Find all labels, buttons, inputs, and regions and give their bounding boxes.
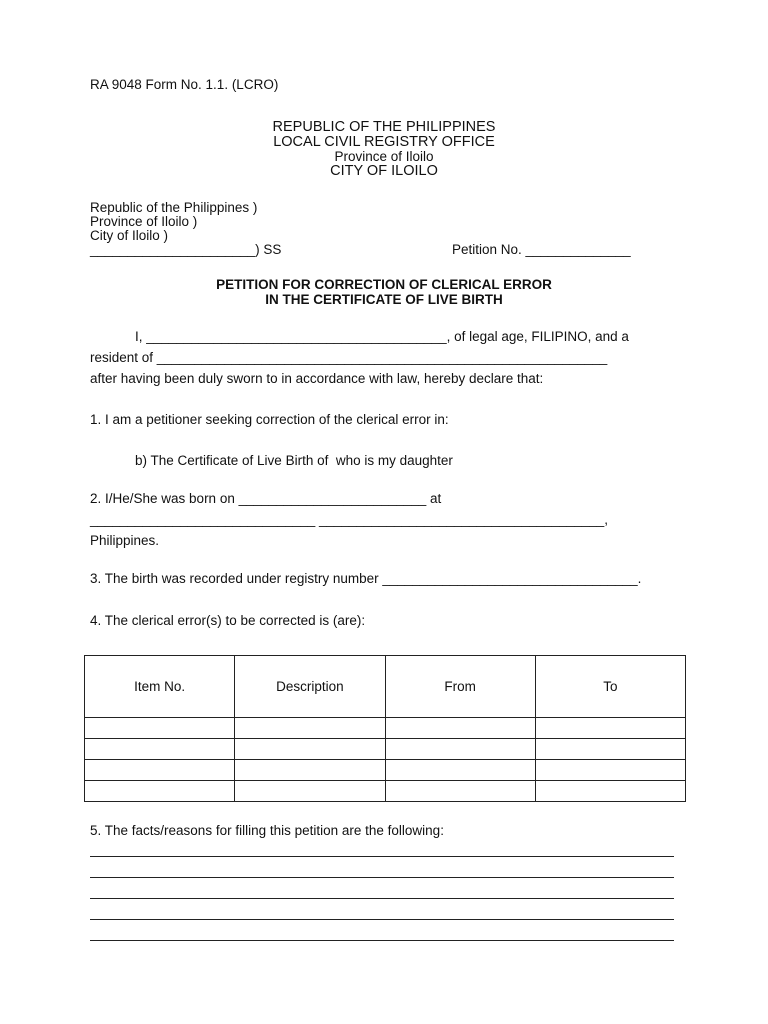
form-id: RA 9048 Form No. 1.1. (LCRO) [90,77,279,92]
item-2-line3: Philippines. [90,533,160,548]
title-line2: IN THE CERTIFICATE OF LIVE BIRTH [265,292,503,307]
header-to: To [535,656,685,718]
table-cell[interactable] [535,760,685,781]
table-cell[interactable] [235,718,385,739]
table-cell[interactable] [85,781,235,802]
intro-line1: I, ________________________________________, of legal age, FILIPINO, and a [135,329,629,344]
table-cell[interactable] [385,781,535,802]
table-cell[interactable] [235,760,385,781]
table-cell[interactable] [385,760,535,781]
venue-province: Province of Iloilo ) [90,214,198,229]
reason-line-2[interactable] [90,877,674,878]
header-lcro: LOCAL CIVIL REGISTRY OFFICE [273,134,495,150]
item-5: 5. The facts/reasons for filling this petition are the following: [90,823,444,838]
table-row [85,718,686,739]
table-cell[interactable] [385,739,535,760]
table-cell[interactable] [385,718,535,739]
reason-line-1[interactable] [90,856,674,857]
venue-republic: Republic of the Philippines ) [90,200,258,215]
table-cell[interactable] [535,718,685,739]
intro-line3: after having been duly sworn to in accordance with law, hereby declare that: [90,371,544,386]
header-city: CITY OF ILOILO [330,163,438,179]
clerical-errors-table [84,655,686,802]
table-cell[interactable] [235,781,385,802]
intro-line2: resident of ____________________________________________________________ [90,350,608,365]
reason-line-5[interactable] [90,940,674,941]
item-1: 1. I am a petitioner seeking correction of the clerical error in: [90,412,449,427]
reason-line-4[interactable] [90,919,674,920]
header-item-no: Item No. [85,656,235,718]
header-province: Province of Iloilo [334,149,434,164]
header-description: Description [235,656,385,718]
venue-ss: ______________________) SS [90,242,282,257]
table-row [85,760,686,781]
table-row [85,739,686,760]
table-cell[interactable] [85,760,235,781]
table-cell[interactable] [235,739,385,760]
title-line1: PETITION FOR CORRECTION OF CLERICAL ERROR [216,277,552,292]
item-2-line2: ______________________________ ______________________________________, [90,512,609,527]
header-republic: REPUBLIC OF THE PHILIPPINES [272,119,496,135]
header-from: From [385,656,535,718]
item-4: 4. The clerical error(s) to be corrected is (are): [90,613,366,628]
petition-number: Petition No. ______________ [452,242,631,257]
table-row [85,781,686,802]
table-header-row [85,656,686,718]
reason-line-3[interactable] [90,898,674,899]
item-3: 3. The birth was recorded under registry number __________________________________. [90,571,642,586]
item-1b: b) The Certificate of Live Birth of who is my daughter [135,453,453,468]
table-cell[interactable] [535,739,685,760]
table-cell[interactable] [535,781,685,802]
table-cell[interactable] [85,739,235,760]
venue-city: City of Iloilo ) [90,228,169,243]
table-cell[interactable] [85,718,235,739]
item-2-line1: 2. I/He/She was born on _________________________ at [90,491,442,506]
